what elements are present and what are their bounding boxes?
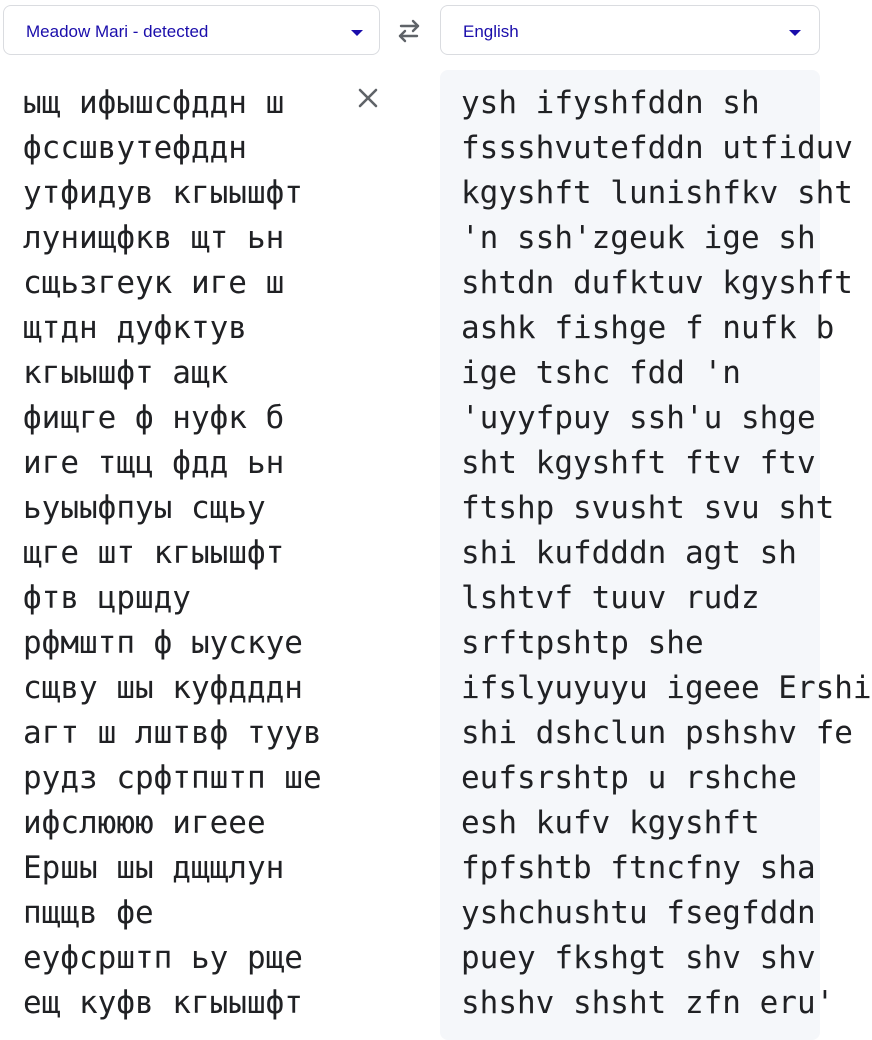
translation-line: shtdn dufktuv kgyshft xyxy=(461,265,853,301)
source-text-line: сщьзгеук иге ш xyxy=(23,265,285,301)
translation-line: fssshvutefddn utfiduv xyxy=(461,130,853,166)
translation-line: eufsrshtp u rshche xyxy=(461,760,797,796)
target-language-selector[interactable] xyxy=(440,5,820,55)
source-text-line: пщщв фе xyxy=(23,895,154,931)
source-text-line: кгыышфт ащк xyxy=(23,355,229,391)
source-text-line: иге тщц фдд ьн xyxy=(23,445,285,481)
caret-down-icon xyxy=(351,30,363,36)
source-text-line: еуфсрштп ьу рще xyxy=(23,940,303,976)
source-text-line: утфидув кгыышфт xyxy=(23,175,303,211)
translation-line: shi kufdddn agt sh xyxy=(461,535,797,571)
source-text-line: фищге ф нуфк б xyxy=(23,400,285,436)
source-text-line: ыщ ифышсфддн ш xyxy=(23,85,285,121)
translation-line: fpfshtb ftncfny sha xyxy=(461,850,816,886)
source-text-line: фтв цршду xyxy=(23,580,191,616)
source-language-selector[interactable] xyxy=(3,5,380,55)
translation-line: 'n ssh'zgeuk ige sh xyxy=(461,220,816,256)
source-text-line: ещ куфв кгыышфт xyxy=(23,985,303,1021)
source-text-line: ьуыыфпуы сщьу xyxy=(23,490,266,526)
source-text-line: ифслююю игеее xyxy=(23,805,266,841)
translation-line: ashk fishge f nufk b xyxy=(461,310,835,346)
source-text-line: сщву шы куфдддн xyxy=(23,670,303,706)
translation-line: shi dshclun pshshv fe xyxy=(461,715,853,751)
translation-line: shshv shsht zfn eru' xyxy=(461,985,835,1021)
translation-line: sht kgyshft ftv ftv xyxy=(461,445,816,481)
source-text-line: щге шт кгыышфт xyxy=(23,535,285,571)
translation-line: esh kufv kgyshft xyxy=(461,805,760,841)
caret-down-icon xyxy=(789,30,801,36)
translation-line: 'uyyfpuy ssh'u shge xyxy=(461,400,816,436)
source-text-line: фссшвутефддн xyxy=(23,130,247,166)
source-text-line: Ершы шы дщщлун xyxy=(23,850,285,886)
translation-output-text xyxy=(461,81,872,1026)
translation-line: kgyshft lunishfkv sht xyxy=(461,175,853,211)
target-language-label: English xyxy=(463,22,519,41)
source-text-line: агт ш лштвф туув xyxy=(23,715,322,751)
translation-line: ysh ifyshfddn sh xyxy=(461,85,760,121)
source-language-label: Meadow Mari - detected xyxy=(26,22,209,41)
translation-line: ftshp svusht svu sht xyxy=(461,490,835,526)
translation-line: ige tshc fdd 'n xyxy=(461,355,741,391)
translation-output-panel xyxy=(440,70,872,1040)
source-text-line: лунищфкв щт ьн xyxy=(23,220,285,256)
source-text-line: щтдн дуфктув xyxy=(23,310,247,346)
translation-line: puey fkshgt shv shv xyxy=(461,940,816,976)
translation-line: srftpshtp she xyxy=(461,625,704,661)
translation-line: lshtvf tuuv rudz xyxy=(461,580,760,616)
source-text-line: рудз срфтпштп ше xyxy=(23,760,322,796)
source-text-line: рфмштп ф ыускуе xyxy=(23,625,303,661)
translation-line: ifslyuyuyu igeee Ershi xyxy=(461,670,872,706)
close-icon[interactable] xyxy=(354,84,384,114)
source-text[interactable] xyxy=(23,81,322,1026)
translation-line: yshchushtu fsegfddn xyxy=(461,895,816,931)
swap-arrows-icon[interactable] xyxy=(394,18,424,44)
